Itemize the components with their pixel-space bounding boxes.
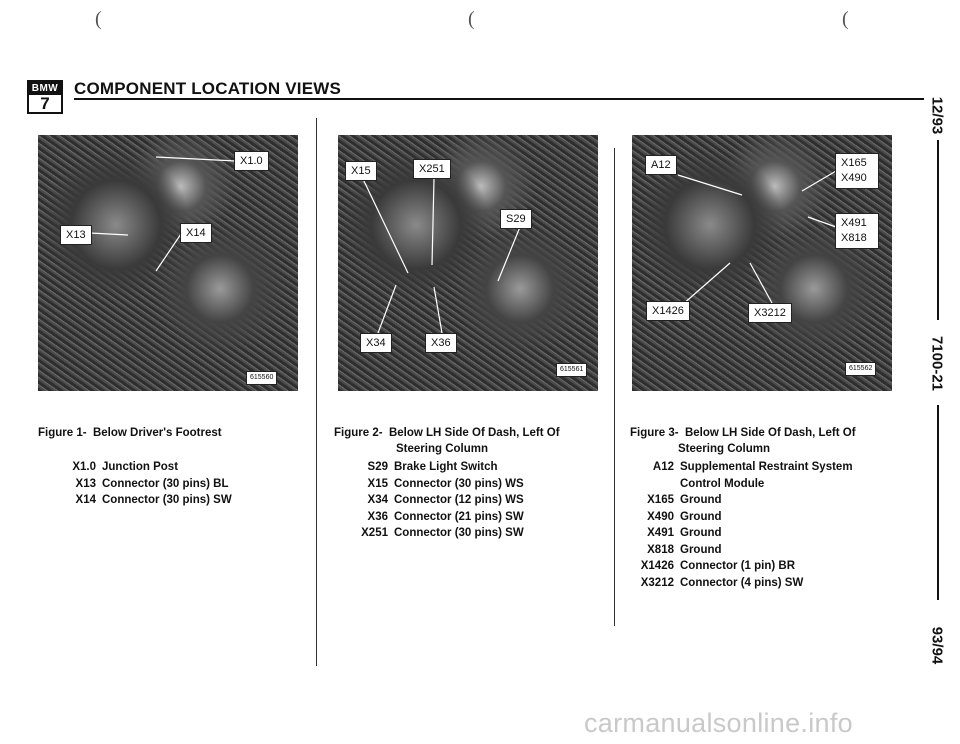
- figure-1-legend: [58, 459, 232, 509]
- legend-code: X1.0: [72, 461, 96, 473]
- figure-1-number: Figure 1-: [38, 427, 87, 439]
- legend-desc: Junction Post: [102, 461, 179, 473]
- legend-desc: Connector (4 pins) SW: [680, 576, 804, 589]
- legend-row: [340, 459, 524, 476]
- figure-1-caption: [38, 425, 222, 441]
- legend-desc: Brake Light Switch: [394, 461, 498, 473]
- paren-left: (: [95, 8, 102, 30]
- legend-desc: Connector (21 pins) SW: [394, 510, 524, 523]
- legend-code: X491: [647, 527, 674, 539]
- legend-code: X36: [367, 510, 388, 523]
- callout-x3212: X3212: [748, 303, 792, 323]
- legend-desc: Ground: [680, 527, 722, 539]
- callout-x36: X36: [425, 333, 457, 353]
- legend-code: [630, 476, 680, 493]
- legend-row: [58, 476, 232, 493]
- legend-row: [630, 575, 853, 592]
- photo-code-615562: 615562: [845, 362, 876, 376]
- photo-code-615560: 615560: [246, 371, 277, 385]
- side-rule-1: [937, 140, 939, 320]
- legend-code: X165: [647, 494, 674, 506]
- watermark: carmanualsonline.info: [584, 708, 853, 738]
- side-section: 7100-21: [928, 335, 946, 392]
- legend-row: [58, 492, 232, 509]
- legend-row: [630, 509, 853, 526]
- legend-desc: Ground: [680, 494, 722, 506]
- legend-desc: Connector (30 pins) SW: [102, 494, 232, 506]
- column-divider-1: [316, 118, 317, 666]
- callout-x34: X34: [360, 333, 392, 353]
- legend-code: X13: [75, 477, 96, 490]
- legend-row: [340, 492, 524, 509]
- figure-3-caption: [630, 425, 856, 457]
- legend-code: X15: [367, 477, 388, 490]
- legend-code: X3212: [640, 576, 674, 589]
- figure-1-photo: [38, 135, 298, 391]
- legend-desc: Connector (12 pins) WS: [394, 494, 524, 506]
- bmw-7-logo: [27, 80, 63, 114]
- callout-x13: X13: [60, 225, 92, 245]
- callout-x1426: X1426: [646, 301, 690, 321]
- figure-1-leader-lines: [38, 135, 298, 391]
- figure-3-number: Figure 3-: [630, 427, 679, 439]
- legend-row: [630, 558, 853, 575]
- legend-code: X251: [361, 527, 388, 539]
- logo-brand: BMW: [29, 82, 61, 95]
- legend-row: [630, 492, 853, 509]
- callout-x491-x818: X491 X818: [835, 213, 879, 249]
- callout-x1-0: X1.0: [234, 151, 269, 171]
- figure-1-title: Below Driver's Footrest: [92, 427, 222, 439]
- side-rule-2: [937, 405, 939, 600]
- legend-desc: Ground: [680, 543, 722, 556]
- side-year: 93/94: [928, 626, 946, 665]
- legend-desc: Connector (30 pins) BL: [102, 477, 229, 490]
- legend-desc: Connector (30 pins) WS: [394, 477, 524, 490]
- legend-code: X818: [647, 543, 674, 556]
- figure-2-photo: [338, 135, 598, 391]
- legend-row: [340, 525, 524, 542]
- legend-code: A12: [652, 461, 674, 473]
- legend-code: X34: [367, 494, 388, 506]
- legend-desc: Control Module: [680, 477, 765, 490]
- callout-x165-x490: X165 X490: [835, 153, 879, 189]
- legend-code: X1426: [640, 560, 674, 572]
- callout-x14: X14: [180, 223, 212, 243]
- legend-code: X490: [647, 510, 674, 523]
- callout-x251: X251: [413, 159, 451, 179]
- legend-desc: Supplemental Restraint System: [680, 461, 853, 473]
- legend-desc: Ground: [680, 510, 722, 523]
- figure-2-title-line2: Steering Column: [396, 443, 489, 455]
- paren-right: (: [842, 8, 849, 30]
- figure-3-legend: [630, 459, 853, 591]
- legend-row: [340, 509, 524, 526]
- figure-2-caption: [334, 425, 560, 457]
- legend-row: [630, 542, 853, 559]
- figure-3-title-line2: Steering Column: [678, 443, 771, 455]
- callout-a12: A12: [645, 155, 677, 175]
- page-title: COMPONENT LOCATION VIEWS: [74, 79, 342, 98]
- legend-row: [630, 525, 853, 542]
- figure-2-number: Figure 2-: [334, 427, 383, 439]
- legend-row: [630, 476, 853, 493]
- legend-code: S29: [367, 461, 388, 473]
- legend-code: X14: [75, 494, 96, 506]
- legend-row: [58, 459, 232, 476]
- legend-desc: Connector (1 pin) BR: [680, 560, 795, 572]
- photo-code-615561: 615561: [556, 363, 587, 377]
- side-date: 12/93: [928, 96, 946, 135]
- figure-2-title-line1: Below LH Side Of Dash, Left Of: [388, 427, 560, 439]
- callout-x15: X15: [345, 161, 377, 181]
- column-divider-2: [614, 148, 615, 626]
- paren-middle: (: [468, 8, 475, 30]
- figure-2-legend: [340, 459, 524, 542]
- legend-row: [340, 476, 524, 493]
- legend-row: [630, 459, 853, 476]
- figure-3-title-line1: Below LH Side Of Dash, Left Of: [684, 427, 856, 439]
- header-rule: [74, 98, 924, 100]
- figure-3-photo: [632, 135, 892, 391]
- legend-desc: Connector (30 pins) SW: [394, 527, 524, 539]
- logo-series: 7: [40, 94, 50, 113]
- callout-s29: S29: [500, 209, 532, 229]
